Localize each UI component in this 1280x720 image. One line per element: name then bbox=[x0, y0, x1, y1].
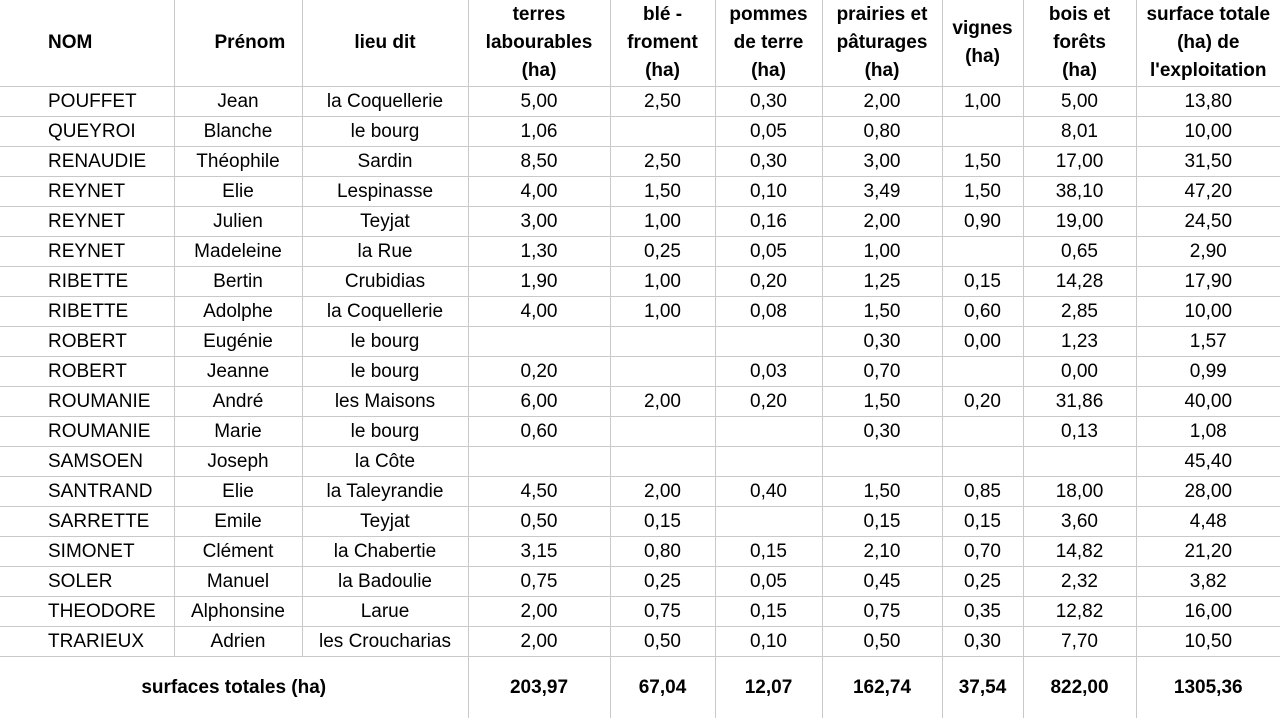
cell-pommes-de-terre: 0,10 bbox=[715, 627, 822, 657]
cell-lieu-dit: la Badoulie bbox=[302, 567, 468, 597]
cell-prenom: Blanche bbox=[174, 117, 302, 147]
cell-ble-froment: 2,50 bbox=[610, 87, 715, 117]
table-row bbox=[0, 147, 1280, 177]
header-lieu-dit: lieu dit bbox=[302, 0, 468, 87]
cell-prairies-paturages: 1,00 bbox=[822, 237, 942, 267]
cell-bois-forets: 2,32 bbox=[1023, 567, 1136, 597]
table-row bbox=[0, 567, 1280, 597]
cell-prairies-paturages: 0,50 bbox=[822, 627, 942, 657]
cell-bois-forets: 14,82 bbox=[1023, 537, 1136, 567]
cell-pommes-de-terre bbox=[715, 507, 822, 537]
cell-surface-totale: 1,57 bbox=[1136, 327, 1280, 357]
header-prenom: Prénom bbox=[174, 0, 302, 87]
cell-lieu-dit: Lespinasse bbox=[302, 177, 468, 207]
cell-prairies-paturages: 0,30 bbox=[822, 417, 942, 447]
cell-lieu-dit: la Taleyrandie bbox=[302, 477, 468, 507]
cell-lieu-dit: la Coquellerie bbox=[302, 297, 468, 327]
cell-surface-totale: 24,50 bbox=[1136, 207, 1280, 237]
cell-prairies-paturages: 0,70 bbox=[822, 357, 942, 387]
cell-surface-totale: 10,00 bbox=[1136, 297, 1280, 327]
cell-ble-froment: 0,25 bbox=[610, 567, 715, 597]
header-vignes-text: vignes (ha) bbox=[952, 18, 1013, 67]
cell-bois-forets: 18,00 bbox=[1023, 477, 1136, 507]
table-row bbox=[0, 477, 1280, 507]
cell-prenom: Jean bbox=[174, 87, 302, 117]
cell-bois-forets: 12,82 bbox=[1023, 597, 1136, 627]
cell-ble-froment bbox=[610, 357, 715, 387]
table-row bbox=[0, 447, 1280, 477]
table-row bbox=[0, 417, 1280, 447]
cell-prenom: Clément bbox=[174, 537, 302, 567]
cell-prairies-paturages: 0,30 bbox=[822, 327, 942, 357]
cell-bois-forets: 14,28 bbox=[1023, 267, 1136, 297]
cell-prairies-paturages: 3,00 bbox=[822, 147, 942, 177]
total-bois-forets: 822,00 bbox=[1023, 657, 1136, 719]
cell-ble-froment: 0,50 bbox=[610, 627, 715, 657]
cell-nom: SANTRAND bbox=[0, 477, 174, 507]
cell-prenom: Madeleine bbox=[174, 237, 302, 267]
cell-surface-totale: 31,50 bbox=[1136, 147, 1280, 177]
cell-vignes: 1,50 bbox=[942, 177, 1023, 207]
cell-lieu-dit: Teyjat bbox=[302, 207, 468, 237]
total-ble-froment: 67,04 bbox=[610, 657, 715, 719]
cell-prairies-paturages: 1,50 bbox=[822, 297, 942, 327]
cell-nom: REYNET bbox=[0, 237, 174, 267]
cell-bois-forets: 5,00 bbox=[1023, 87, 1136, 117]
cell-lieu-dit: la Coquellerie bbox=[302, 87, 468, 117]
cell-prairies-paturages: 3,49 bbox=[822, 177, 942, 207]
cell-nom: SAMSOEN bbox=[0, 447, 174, 477]
cell-terres-labourables: 2,00 bbox=[468, 627, 610, 657]
cell-ble-froment bbox=[610, 417, 715, 447]
cell-nom: RIBETTE bbox=[0, 297, 174, 327]
cell-nom: ROBERT bbox=[0, 327, 174, 357]
cell-bois-forets: 17,00 bbox=[1023, 147, 1136, 177]
cell-terres-labourables: 1,30 bbox=[468, 237, 610, 267]
cell-ble-froment: 1,00 bbox=[610, 297, 715, 327]
header-bois-forets bbox=[1023, 0, 1136, 87]
cell-surface-totale: 1,08 bbox=[1136, 417, 1280, 447]
cell-prairies-paturages: 0,45 bbox=[822, 567, 942, 597]
cell-ble-froment: 0,75 bbox=[610, 597, 715, 627]
cell-bois-forets: 1,23 bbox=[1023, 327, 1136, 357]
cell-prenom: Eugénie bbox=[174, 327, 302, 357]
total-prairies-paturages: 162,74 bbox=[822, 657, 942, 719]
cell-surface-totale: 17,90 bbox=[1136, 267, 1280, 297]
cell-terres-labourables: 1,90 bbox=[468, 267, 610, 297]
cell-bois-forets: 0,13 bbox=[1023, 417, 1136, 447]
cell-prenom: Théophile bbox=[174, 147, 302, 177]
cell-bois-forets: 3,60 bbox=[1023, 507, 1136, 537]
table-row bbox=[0, 627, 1280, 657]
cell-ble-froment: 1,50 bbox=[610, 177, 715, 207]
cell-bois-forets: 2,85 bbox=[1023, 297, 1136, 327]
cell-surface-totale: 4,48 bbox=[1136, 507, 1280, 537]
cell-surface-totale: 16,00 bbox=[1136, 597, 1280, 627]
cell-prenom: Joseph bbox=[174, 447, 302, 477]
cell-nom: ROUMANIE bbox=[0, 387, 174, 417]
cell-pommes-de-terre: 0,15 bbox=[715, 597, 822, 627]
cell-vignes: 0,25 bbox=[942, 567, 1023, 597]
table-row bbox=[0, 387, 1280, 417]
cell-vignes: 0,30 bbox=[942, 627, 1023, 657]
cell-prairies-paturages: 1,25 bbox=[822, 267, 942, 297]
cell-lieu-dit: le bourg bbox=[302, 117, 468, 147]
cell-prairies-paturages: 2,00 bbox=[822, 207, 942, 237]
cell-vignes: 0,20 bbox=[942, 387, 1023, 417]
total-terres-labourables: 203,97 bbox=[468, 657, 610, 719]
cell-prenom: Adrien bbox=[174, 627, 302, 657]
cell-prairies-paturages: 2,10 bbox=[822, 537, 942, 567]
header-surface-totale bbox=[1136, 0, 1280, 87]
cell-terres-labourables bbox=[468, 327, 610, 357]
cell-nom: POUFFET bbox=[0, 87, 174, 117]
header-nom: NOM bbox=[0, 0, 174, 87]
table-row bbox=[0, 237, 1280, 267]
cell-vignes: 0,15 bbox=[942, 507, 1023, 537]
cell-prairies-paturages bbox=[822, 447, 942, 477]
cell-terres-labourables: 4,00 bbox=[468, 177, 610, 207]
total-pommes-de-terre: 12,07 bbox=[715, 657, 822, 719]
cell-prenom: Marie bbox=[174, 417, 302, 447]
cell-nom: ROUMANIE bbox=[0, 417, 174, 447]
table-row bbox=[0, 507, 1280, 537]
cell-lieu-dit: Sardin bbox=[302, 147, 468, 177]
cell-nom: REYNET bbox=[0, 177, 174, 207]
totals-label: surfaces totales (ha) bbox=[0, 657, 468, 719]
cell-terres-labourables: 2,00 bbox=[468, 597, 610, 627]
table-row bbox=[0, 177, 1280, 207]
header-terres-labourables-text: terres labourables (ha) bbox=[485, 4, 593, 81]
table-row bbox=[0, 267, 1280, 297]
cell-nom: TRARIEUX bbox=[0, 627, 174, 657]
cell-surface-totale: 10,50 bbox=[1136, 627, 1280, 657]
cell-pommes-de-terre: 0,03 bbox=[715, 357, 822, 387]
cell-lieu-dit: la Côte bbox=[302, 447, 468, 477]
cell-terres-labourables: 0,75 bbox=[468, 567, 610, 597]
cell-nom: REYNET bbox=[0, 207, 174, 237]
cell-ble-froment bbox=[610, 327, 715, 357]
cell-terres-labourables: 4,50 bbox=[468, 477, 610, 507]
header-bois-forets-text: bois et forêts (ha) bbox=[1048, 4, 1111, 81]
cell-ble-froment: 0,80 bbox=[610, 537, 715, 567]
table-body bbox=[0, 87, 1280, 657]
cell-ble-froment: 2,00 bbox=[610, 387, 715, 417]
cell-vignes: 0,15 bbox=[942, 267, 1023, 297]
cell-pommes-de-terre: 0,20 bbox=[715, 267, 822, 297]
cell-terres-labourables: 3,15 bbox=[468, 537, 610, 567]
cell-terres-labourables: 3,00 bbox=[468, 207, 610, 237]
cell-pommes-de-terre bbox=[715, 327, 822, 357]
cell-pommes-de-terre: 0,30 bbox=[715, 87, 822, 117]
cell-surface-totale: 45,40 bbox=[1136, 447, 1280, 477]
cell-nom: QUEYROI bbox=[0, 117, 174, 147]
cell-terres-labourables: 0,50 bbox=[468, 507, 610, 537]
header-terres-labourables bbox=[468, 0, 610, 87]
cell-prenom: Jeanne bbox=[174, 357, 302, 387]
cell-prenom: Elie bbox=[174, 177, 302, 207]
header-prairies-paturages-text: prairies et pâturages (ha) bbox=[836, 4, 928, 81]
cell-lieu-dit: les Croucharias bbox=[302, 627, 468, 657]
table-row bbox=[0, 327, 1280, 357]
cell-lieu-dit: Teyjat bbox=[302, 507, 468, 537]
cell-nom: SARRETTE bbox=[0, 507, 174, 537]
cell-vignes: 0,35 bbox=[942, 597, 1023, 627]
cell-prenom: André bbox=[174, 387, 302, 417]
cell-prenom: Manuel bbox=[174, 567, 302, 597]
cell-lieu-dit: les Maisons bbox=[302, 387, 468, 417]
cell-pommes-de-terre: 0,30 bbox=[715, 147, 822, 177]
cell-lieu-dit: Crubidias bbox=[302, 267, 468, 297]
cell-lieu-dit: la Chabertie bbox=[302, 537, 468, 567]
header-vignes bbox=[942, 0, 1023, 87]
cell-pommes-de-terre bbox=[715, 417, 822, 447]
cell-surface-totale: 2,90 bbox=[1136, 237, 1280, 267]
cell-prairies-paturages: 0,75 bbox=[822, 597, 942, 627]
cell-ble-froment bbox=[610, 447, 715, 477]
cell-pommes-de-terre: 0,40 bbox=[715, 477, 822, 507]
cell-prenom: Adolphe bbox=[174, 297, 302, 327]
cell-bois-forets: 31,86 bbox=[1023, 387, 1136, 417]
table-row bbox=[0, 537, 1280, 567]
header-ble-froment bbox=[610, 0, 715, 87]
cell-vignes bbox=[942, 117, 1023, 147]
cell-prairies-paturages: 1,50 bbox=[822, 477, 942, 507]
cell-nom: SOLER bbox=[0, 567, 174, 597]
cell-surface-totale: 28,00 bbox=[1136, 477, 1280, 507]
cell-ble-froment: 0,25 bbox=[610, 237, 715, 267]
cell-pommes-de-terre: 0,20 bbox=[715, 387, 822, 417]
cell-lieu-dit: Larue bbox=[302, 597, 468, 627]
cell-bois-forets: 8,01 bbox=[1023, 117, 1136, 147]
cell-bois-forets: 0,65 bbox=[1023, 237, 1136, 267]
total-vignes: 37,54 bbox=[942, 657, 1023, 719]
table-row bbox=[0, 117, 1280, 147]
cell-surface-totale: 10,00 bbox=[1136, 117, 1280, 147]
cell-vignes bbox=[942, 357, 1023, 387]
cell-nom: THEODORE bbox=[0, 597, 174, 627]
cell-terres-labourables: 1,06 bbox=[468, 117, 610, 147]
table-row bbox=[0, 597, 1280, 627]
cell-prenom: Bertin bbox=[174, 267, 302, 297]
table-row bbox=[0, 297, 1280, 327]
cell-prenom: Elie bbox=[174, 477, 302, 507]
cell-vignes: 0,90 bbox=[942, 207, 1023, 237]
cell-lieu-dit: la Rue bbox=[302, 237, 468, 267]
cell-bois-forets: 38,10 bbox=[1023, 177, 1136, 207]
cell-prairies-paturages: 0,80 bbox=[822, 117, 942, 147]
cell-terres-labourables bbox=[468, 447, 610, 477]
cell-terres-labourables: 6,00 bbox=[468, 387, 610, 417]
cell-ble-froment: 1,00 bbox=[610, 207, 715, 237]
cell-prenom: Emile bbox=[174, 507, 302, 537]
cell-pommes-de-terre: 0,15 bbox=[715, 537, 822, 567]
cell-vignes: 0,60 bbox=[942, 297, 1023, 327]
cell-pommes-de-terre: 0,05 bbox=[715, 567, 822, 597]
cell-prenom: Alphonsine bbox=[174, 597, 302, 627]
table-row bbox=[0, 357, 1280, 387]
cell-terres-labourables: 0,20 bbox=[468, 357, 610, 387]
cell-terres-labourables: 5,00 bbox=[468, 87, 610, 117]
cell-nom: RENAUDIE bbox=[0, 147, 174, 177]
cell-nom: RIBETTE bbox=[0, 267, 174, 297]
cell-surface-totale: 0,99 bbox=[1136, 357, 1280, 387]
table-row bbox=[0, 87, 1280, 117]
cell-vignes bbox=[942, 447, 1023, 477]
header-pommes-de-terre-text: pommes de terre (ha) bbox=[729, 4, 808, 81]
cell-pommes-de-terre: 0,16 bbox=[715, 207, 822, 237]
cell-bois-forets: 7,70 bbox=[1023, 627, 1136, 657]
cell-pommes-de-terre: 0,10 bbox=[715, 177, 822, 207]
cell-surface-totale: 47,20 bbox=[1136, 177, 1280, 207]
cell-vignes: 0,70 bbox=[942, 537, 1023, 567]
cell-surface-totale: 13,80 bbox=[1136, 87, 1280, 117]
table-row bbox=[0, 207, 1280, 237]
cell-prenom: Julien bbox=[174, 207, 302, 237]
cell-terres-labourables: 4,00 bbox=[468, 297, 610, 327]
cell-pommes-de-terre: 0,05 bbox=[715, 117, 822, 147]
cell-vignes: 1,00 bbox=[942, 87, 1023, 117]
cell-ble-froment: 0,15 bbox=[610, 507, 715, 537]
cell-prairies-paturages: 0,15 bbox=[822, 507, 942, 537]
totals-row bbox=[0, 657, 1280, 719]
total-surface-totale: 1305,36 bbox=[1173, 676, 1243, 698]
cell-nom: SIMONET bbox=[0, 537, 174, 567]
cell-bois-forets: 19,00 bbox=[1023, 207, 1136, 237]
cell-vignes: 0,85 bbox=[942, 477, 1023, 507]
cell-lieu-dit: le bourg bbox=[302, 417, 468, 447]
cell-prairies-paturages: 1,50 bbox=[822, 387, 942, 417]
header-surface-totale-text: surface totale (ha) de l'exploitation bbox=[1146, 4, 1271, 81]
cell-ble-froment: 1,00 bbox=[610, 267, 715, 297]
cell-vignes bbox=[942, 237, 1023, 267]
cell-surface-totale: 3,82 bbox=[1136, 567, 1280, 597]
header-pommes-de-terre bbox=[715, 0, 822, 87]
cell-prairies-paturages: 2,00 bbox=[822, 87, 942, 117]
cell-ble-froment: 2,50 bbox=[610, 147, 715, 177]
cell-terres-labourables: 0,60 bbox=[468, 417, 610, 447]
cell-vignes: 1,50 bbox=[942, 147, 1023, 177]
cell-pommes-de-terre bbox=[715, 447, 822, 477]
cell-ble-froment bbox=[610, 117, 715, 147]
cell-terres-labourables: 8,50 bbox=[468, 147, 610, 177]
cell-surface-totale: 21,20 bbox=[1136, 537, 1280, 567]
header-prairies-paturages bbox=[822, 0, 942, 87]
cell-nom: ROBERT bbox=[0, 357, 174, 387]
cell-vignes: 0,00 bbox=[942, 327, 1023, 357]
cell-surface-totale: 40,00 bbox=[1136, 387, 1280, 417]
cell-bois-forets bbox=[1023, 447, 1136, 477]
cell-lieu-dit: le bourg bbox=[302, 357, 468, 387]
cell-lieu-dit: le bourg bbox=[302, 327, 468, 357]
cell-bois-forets: 0,00 bbox=[1023, 357, 1136, 387]
cell-pommes-de-terre: 0,08 bbox=[715, 297, 822, 327]
cell-ble-froment: 2,00 bbox=[610, 477, 715, 507]
cell-pommes-de-terre: 0,05 bbox=[715, 237, 822, 267]
header-row bbox=[0, 0, 1280, 87]
cell-vignes bbox=[942, 417, 1023, 447]
header-ble-froment-text: blé - froment (ha) bbox=[627, 4, 698, 81]
